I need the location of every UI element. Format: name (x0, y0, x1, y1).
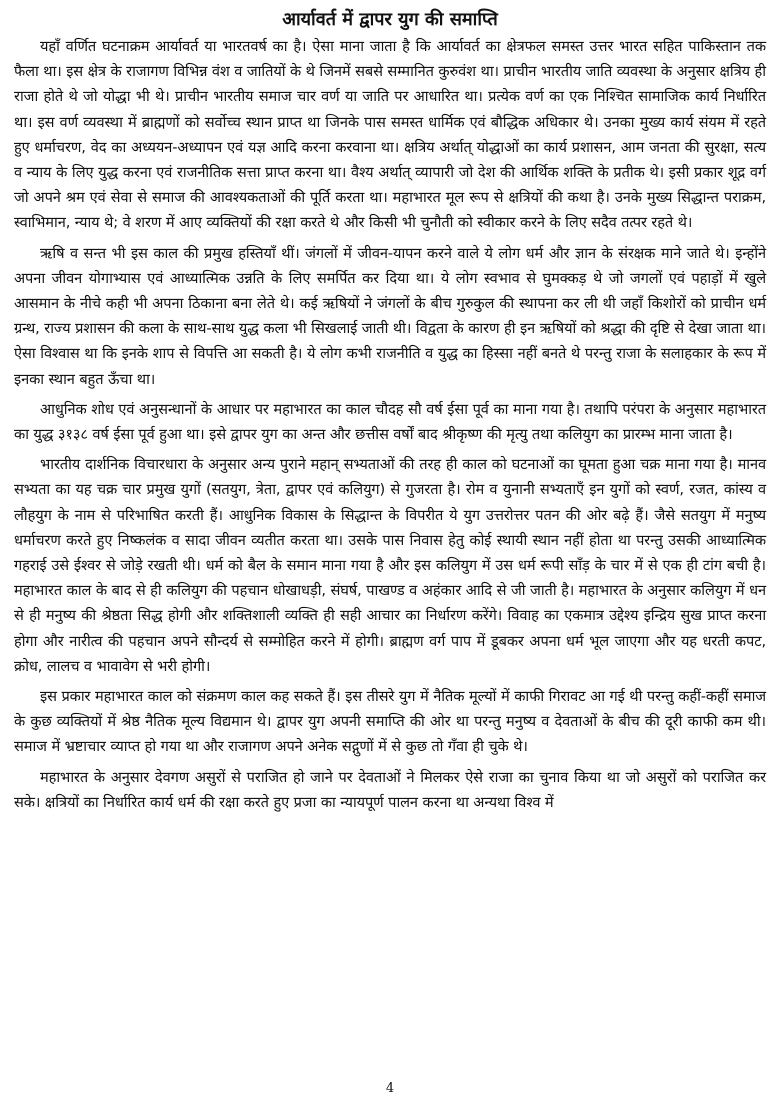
paragraph-devas-asuras: महाभारत के अनुसार देवगण असुरों से पराजित हो जाने पर देवताओं ने मिलकर ऐसे राजा का चुनाव किया था जो असुरों को पराजित कर सके। क्षत्रियों का निर्धारित कार्य धर्म की रक्षा करते हुए प्रजा का न्यायपूर्ण पालन करना था अन्यथा विश्व में (14, 768, 766, 811)
paragraph-rishis-saints: ऋषि व सन्त भी इस काल की प्रमुख हस्तियाँ थीं। जंगलों में जीवन-यापन करने वाले ये लोग धर्म और ज्ञान के संरक्षक माने जाते थे। इन्होंने अपना जीवन योगाभ्यास एवं आध्यात्मिक उन्नति के लिए समर्पित कर दिया था। ये लोग स्वभाव से घुमक्कड़ थे जो जगलों एवं पहाड़ों में खुले आसमान के नीचे कही भी अपना ठिकाना बना लेते थे। कई ऋषियों ने जंगलों के बीच गुरुकुल की स्थापना कर ली थी जहाँ किशोरों को प्राचीन धर्म ग्रन्थ, राज्य प्रशासन की कला के साथ-साथ युद्ध कला भी सिखलाई जाती थी। विद्वता के कारण ही इन ऋषियों को श्रद्धा की दृष्टि से देखा जाता था। ऐसा विश्वास था कि इनके शाप से विपत्ति आ सकती है। ये लोग कभी राजनीति व युद्ध का हिस्सा नहीं बनते थे परन्तु राजा के सलाहकार के रूप में इनका स्थान बहुत ऊँचा था। (14, 244, 766, 388)
paragraph-mahabharata-dating: आधुनिक शोध एवं अनुसन्धानों के आधार पर महाभारत का काल चौदह सौ वर्ष ईसा पूर्व का माना गया है। तथापि परंपरा के अनुसार महाभारत का युद्ध ३१३८ वर्ष ईसा पूर्व हुआ था। इसे द्वापर युग का अन्त और छत्तीस वर्षों बाद श्रीकृष्ण की मृत्यु तथा कलियुग का प्रारम्भ माना जाता है। (14, 400, 766, 444)
paragraph-aryavarta-society: यहाँ वर्णित घटनाक्रम आर्यावर्त या भारतवर्ष का है। ऐसा माना जाता है कि आर्यावर्त का क्षेत्रफल समस्त उत्तर भारत सहित पाकिस्तान तक फैला था। इस क्षेत्र के राजागण विभिन्न वंश व जातियों के थे जिनमें सबसे सम्मानित कुरुवंश था। प्राचीन भारतीय जाति व्यवस्था के अनुसार क्षत्रिय ही राजा होते थे जो योद्धा भी थे। प्राचीन भारतीय समाज चार वर्ण या जाति पर आधारित था। प्रत्येक वर्ण का एक निश्चित सामाजिक कार्य निर्धारित था। इस वर्ण व्यवस्था में ब्राह्मणों को सर्वोच्च स्थान प्राप्त था जिनके पास समस्त धार्मिक एवं बौद्धिक अधिकार थे। उनका मुख्य कार्य संयम में रहते हुए धर्माचरण, वेद का अध्ययन-अध्यापन एवं यज्ञ आदि करना करवाना था। क्षत्रिय अर्थात् योद्धाओं का कार्य प्रशासन, आम जनता की सुरक्षा, सत्य व न्याय के लिए युद्ध करना एवं राजनीतिक सत्ता प्राप्त करना था। वैश्य अर्थात् व्यापारी जो देश की आर्थिक शक्ति के प्रतीक थे। इसी प्रकार शूद्र वर्ग जो अपने श्रम एवं सेवा से समाज की आवश्यकताओं की पूर्ति करता था। महाभारत मूल रूप से क्षत्रियों की कथा है। उनके मुख्य सिद्धान्त पराक्रम, स्वाभिमान, न्याय थे; वे शरण में आए व्यक्तियों की रक्षा करते थे और किसी भी चुनौती को स्वीकार करने के लिए सदैव तत्पर रहते थे। (14, 38, 766, 232)
page-title: आर्यावर्त में द्वापर युग की समाप्ति (282, 9, 498, 30)
page-number: 4 (385, 1081, 395, 1096)
paragraph-transition-period: इस प्रकार महाभारत काल को संक्रमण काल कह सकते हैं। इस तीसरे युग में नैतिक मूल्यों में काफी गिरावट आ गई थी परन्तु कहीं-कहीं समाज के कुछ व्यक्तियों में श्रेष्ठ नैतिक मूल्य विद्यमान थे। द्वापर युग अपनी समाप्ति की ओर था परन्तु मनुष्य व देवताओं के बीच की दूरी काफी कम थी। समाज में भ्रष्टाचार व्याप्त हो गया था और राजागण अपने अनेक सद्गुणों में से कुछ तो गँवा ही चुके थे। (14, 688, 766, 756)
paragraph-yuga-cycle: भारतीय दार्शनिक विचारधारा के अनुसार अन्य पुराने महान् सभ्यताओं की तरह ही काल को घटनाओं का घूमता हुआ चक्र माना गया है। मानव सभ्यता का यह चक्र चार प्रमुख युगों (सतयुग, त्रेता, द्वापर एवं कलियुग) से गुजरता है। रोम व युनानी सभ्यताएँ इन युगों को स्वर्ण, रजत, कांस्य व लौहयुग के नाम से परिभाषित करती हैं। आधुनिक विकास के सिद्धान्त के विपरीत ये युग उत्तरोत्तर पतन की ओर बढ़े हैं। जैसे सतयुग में मनुष्य धर्माचरण करते हुए निष्कलंक व सादा जीवन व्यतीत करता था। उसके पास निवास हेतु कोई स्थायी स्थान नहीं होता था परन्तु उसकी आध्यात्मिक गहराई उसे ईश्वर से जोड़े रखती थी। धर्म को बैल के समान माना गया है और इस कलियुग में उस धर्म रूपी साँड़ के चार में से एक ही टांग बची है। महाभारत काल के बाद से ही कलियुग की पहचान धोखाधड़ी, संघर्ष, पाखण्ड व अहंकार आदि से जी जाती है। महाभारत के अनुसार कलियुग में धन से ही मनुष्य की श्रेष्ठता सिद्ध होगी और शक्तिशाली व्यक्ति ही सही आचार का निर्धारण करेंगे। विवाह का एकमात्र उद्देश्य इन्द्रिय सुख प्राप्त करना होगा और नारीत्व की पहचान अपने सौन्दर्य से सम्मोहित करने में होगी। ब्राह्मण वर्ग पाप में डूबकर अपना धर्म भूल जाएगा और यह धरती कपट, क्रोध, लालच व भावावेग से भरी होगी। (14, 456, 766, 675)
